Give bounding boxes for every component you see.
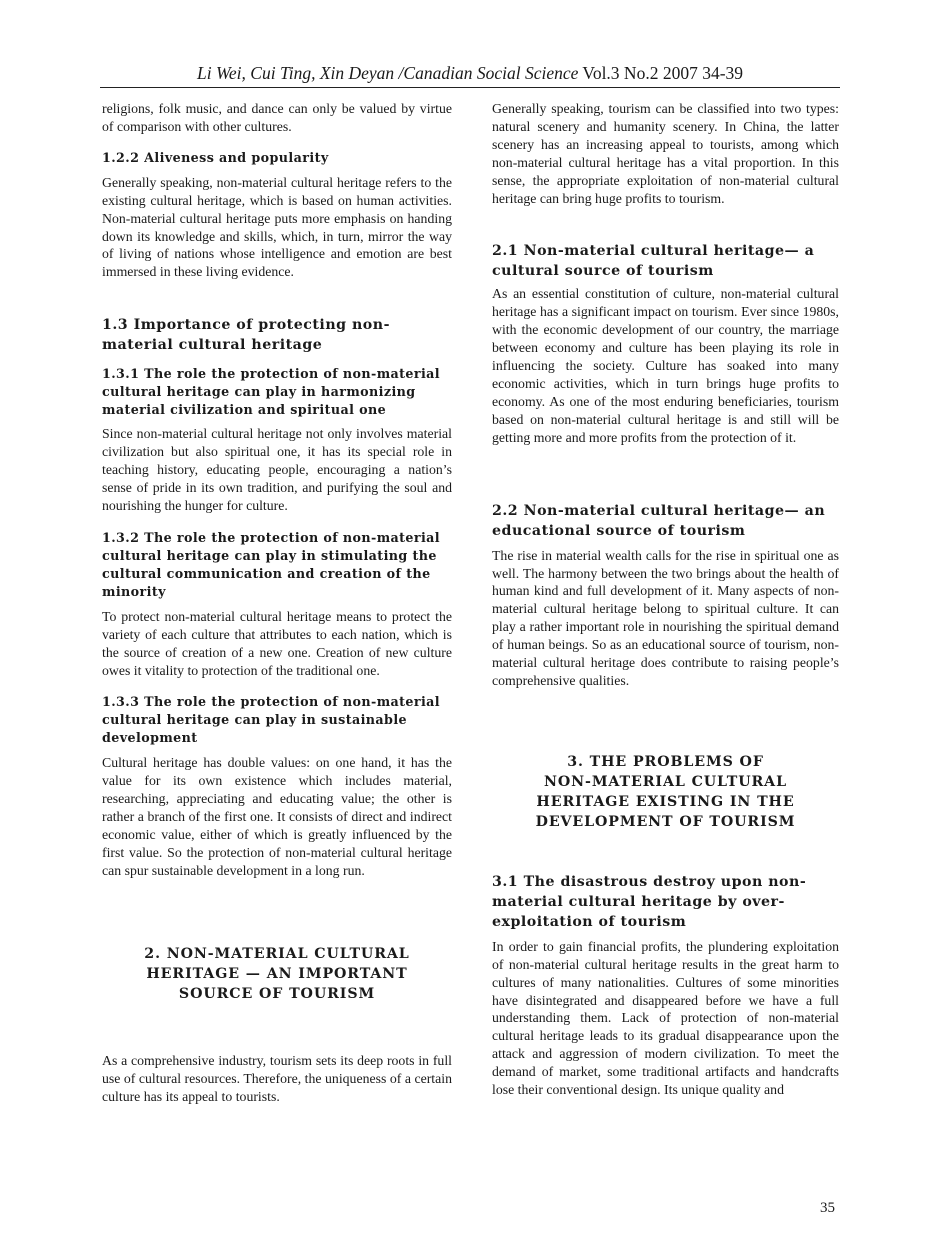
chapter-3-heading-line: NON-MATERIAL CULTURAL [544,773,787,790]
chapter-2-heading-line: 2. NON-MATERIAL CULTURAL [144,945,410,962]
heading-1-3-1: 1.3.1 The role the protection of non-material cultural heritage can play in harmonizing material civilization and spiritual one [102,366,441,418]
chapter-3-heading [492,752,839,832]
paragraph-1-3-2: To protect non-material cultural heritage means to protect the variety of each culture that attributes to each nation, which is the source of creation of a new one. Creation of new culture owes it vitality to protection of the traditional one. [102,608,452,678]
chapter-3-heading-line: HERITAGE EXISTING IN THE [536,793,795,810]
chapter-2-heading-line: HERITAGE — AN IMPORTANT [146,965,408,982]
right-column [492,100,839,1099]
paragraph-1-3-1: Since non-material cultural heritage not only involves material civilization but also spiritual one, it has its special role in teaching history, educating people, encouraging a nation’s sense of pride in its own tradition, and purifying the soul and nourishing the hunger for culture. [102,426,452,513]
chapter-2-heading [102,944,452,1004]
running-header [100,60,840,86]
heading-1-2-2: 1.2.2 Aliveness and popularity [102,149,329,165]
chapter-2-heading-line: SOURCE OF TOURISM [178,985,376,1002]
left-column [102,100,452,1105]
paragraph-1-3-3: Cultural heritage has double values: on one hand, it has the value for its own existence which includes material, researching, appreciating and educating value; the other is rather a branch of the first one. It consists of direct and indirect economic value, either of which is greatly influenced by the first value. So the protection of non-material cultural heritage can spur sustainable development in a long run. [102,755,452,878]
header-rule [100,87,840,88]
heading-1-3-3: 1.3.3 The role the protection of non-material cultural heritage can play in sustainable development [102,694,441,746]
heading-2-2: 2.2 Non-material cultural heritage— an educational source of tourism [492,502,826,539]
header-volume: Vol.3 No.2 2007 34-39 [578,63,744,83]
chapter-3-heading-line: DEVELOPMENT OF TOURISM [535,813,796,830]
paragraph-2-1: As an essential constitution of culture, non-material cultural heritage has a significant impact on tourism. Ever since 1980s, with the economic development of our country, the marriage between economy and culture has been playing its role in influencing the society. Culture has soaked into many economic activities, which in turn brings huge profits to economy. As one of the most enduring beneficiaries, tourism based on non-material cultural heritage is and still will be getting more and more profits from the protection of it. [492,286,839,445]
paragraph-intro: religions, folk music, and dance can only be valued by virtue of comparison with other cultures. [102,101,452,134]
header-authors-journal: Li Wei, Cui Ting, Xin Deyan /Canadian Social Science [196,63,579,83]
paragraph-continued: Generally speaking, tourism can be classified into two types: natural scenery and humanity scenery. In China, the latter scenery has an increasing appeal to tourists, among which non-material cultural heritage has a vital proportion. In this sense, the appropriate exploitation of non-material cultural heritage can bring huge profits to tourism. [492,101,839,206]
heading-3-1: 3.1 The disastrous destroy upon non-material cultural heritage by over-exploitation of tourism [492,873,807,930]
paragraph-2-2: The rise in material wealth calls for the rise in spiritual one as well. The harmony between the two brings about the health of human kind and full development of it. Many aspects of non-material cultural heritage belong to spiritual culture. It can play a rather important role in nourishing the spiritual demand of human beings. So as an educational source of tourism, non-material cultural heritage does contribute to raising people’s comprehensive qualities. [492,547,839,688]
paragraph-1-2-2: Generally speaking, non-material cultural heritage refers to the existing cultural heritage, which is based on human activities. Non-material cultural heritage puts more emphasis on handing down its knowledge and skills, which, in turn, mirror the way of living of nations whose intelligence and emotion are best immersed in these living evidence. [102,174,452,280]
paragraph-3-1: In order to gain financial profits, the plundering exploitation of non-material cultural heritage results in the great harm to cultures of many nationalities. Cultures of some minorities have disintegrated and disappeared before we have a full understanding them. Lack of protection of non-material cultural heritage leads to its gradual disappearance upon the attack and aggression of modern civilization. To meet the demand of market, some traditional artifacts and handcrafts lose their conventional design. Its unique quality and [492,938,839,1098]
heading-1-3: 1.3 Importance of protecting non-material cultural heritage [102,317,390,354]
page-number: 35 [820,1200,835,1216]
paragraph-chapter-2: As a comprehensive industry, tourism sets its deep roots in full use of cultural resources. Therefore, the uniqueness of a certain culture has its appeal to tourists. [102,1052,452,1104]
heading-1-3-2: 1.3.2 The role the protection of non-material cultural heritage can play in stimulating the cultural communication and creation of the minority [102,529,441,599]
heading-2-1: 2.1 Non-material cultural heritage— a cultural source of tourism [492,243,815,280]
chapter-3-heading-line: 3. THE PROBLEMS OF [567,753,764,770]
